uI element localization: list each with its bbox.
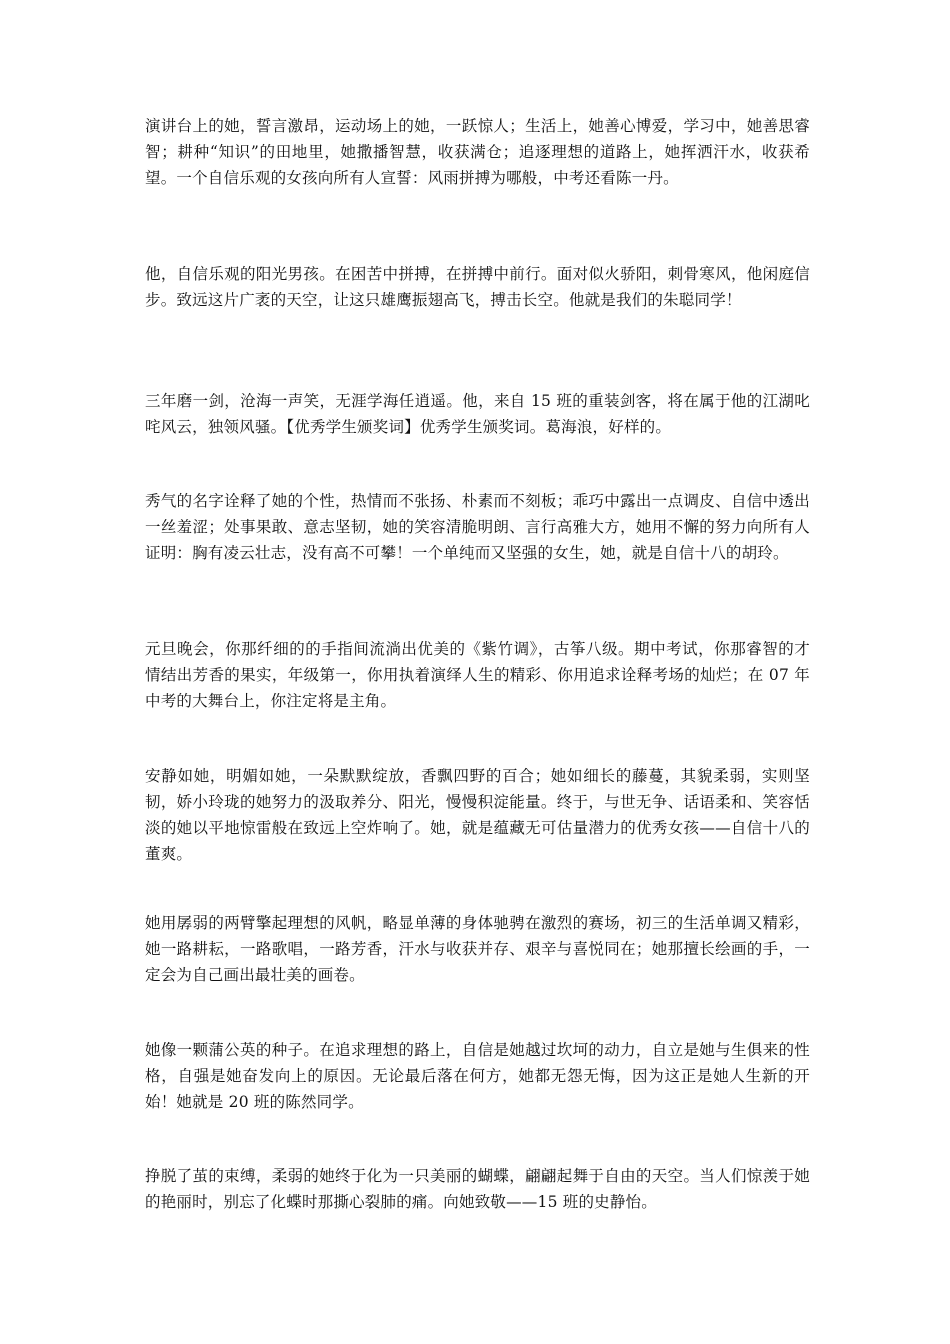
paragraph-4: 秀气的名字诠释了她的个性，热情而不张扬、朴素而不刻板；乖巧中露出一点调皮、自信中透出一丝羞涩；处事果敢、意志坚韧，她的笑容清脆明朗、言行高雅大方，她用不懈的努力向所有人证明：胸有凌云壮志，没有高不可攀！一个单纯而又坚强的女生，她，就是自信十八的胡玲。 (145, 492, 810, 562)
paragraph-2: 他，自信乐观的阳光男孩。在困苦中拼搏，在拼搏中前行。面对似火骄阳，刺骨寒风，他闲庭信步。致远这片广袤的天空，让这只雄鹰振翅高飞，搏击长空。他就是我们的朱聪同学！ (145, 265, 810, 309)
paragraph-6: 安静如她，明媚如她，一朵默默绽放，香飘四野的百合；她如细长的藤蔓，其貌柔弱，实则坚韧，娇小玲珑的她努力的汲取养分、阳光，慢慢积淀能量。终于，与世无争、话语柔和、笑容恬淡的她以平地惊雷般在致远上空炸响了。她，就是蕴藏无可估量潜力的优秀女孩——自信十八的董爽。 (145, 767, 810, 863)
paragraph-8: 她像一颗蒲公英的种子。在追求理想的路上，自信是她越过坎坷的动力，自立是她与生俱来的性格，自强是她奋发向上的原因。无论最后落在何方，她都无怨无悔，因为这正是她人生新的开始！她就是 20 班的陈然同学。 (145, 1041, 810, 1111)
paragraph-3: 三年磨一剑，沧海一声笑，无涯学海任逍遥。他，来自 15 班的重装剑客，将在属于他的江湖叱咤风云，独领风骚。【优秀学生颁奖词】优秀学生颁奖词。葛海浪，好样的。 (145, 392, 810, 436)
paragraph-9: 挣脱了茧的束缚，柔弱的她终于化为一只美丽的蝴蝶，翩翩起舞于自由的天空。当人们惊羡于她的艳丽时，别忘了化蝶时那撕心裂肺的痛。向她致敬——15 班的史静怡。 (145, 1167, 810, 1211)
paragraph-1: 演讲台上的她，誓言激昂，运动场上的她，一跃惊人；生活上，她善心博爱，学习中，她善思睿智；耕种“知识”的田地里，她撒播智慧，收获满仓；追逐理想的道路上，她挥洒汗水，收获希望。一个自信乐观的女孩向所有人宣誓：风雨拼搏为哪般，中考还看陈一丹。 (145, 117, 810, 187)
paragraph-7: 她用孱弱的两臂擎起理想的风帆，略显单薄的身体驰骋在激烈的赛场，初三的生活单调又精彩，她一路耕耘，一路歌唱，一路芳香，汗水与收获并存、艰辛与喜悦同在；她那擅长绘画的手，一定会为自己画出最壮美的画卷。 (145, 914, 810, 984)
paragraph-5: 元旦晚会，你那纤细的的手指间流淌出优美的《紫竹调》，古筝八级。期中考试，你那睿智的才情结出芳香的果实，年级第一，你用执着演绎人生的精彩、你用追求诠释考场的灿烂；在 07 年中考的大舞台上，你注定将是主角。 (145, 640, 810, 710)
